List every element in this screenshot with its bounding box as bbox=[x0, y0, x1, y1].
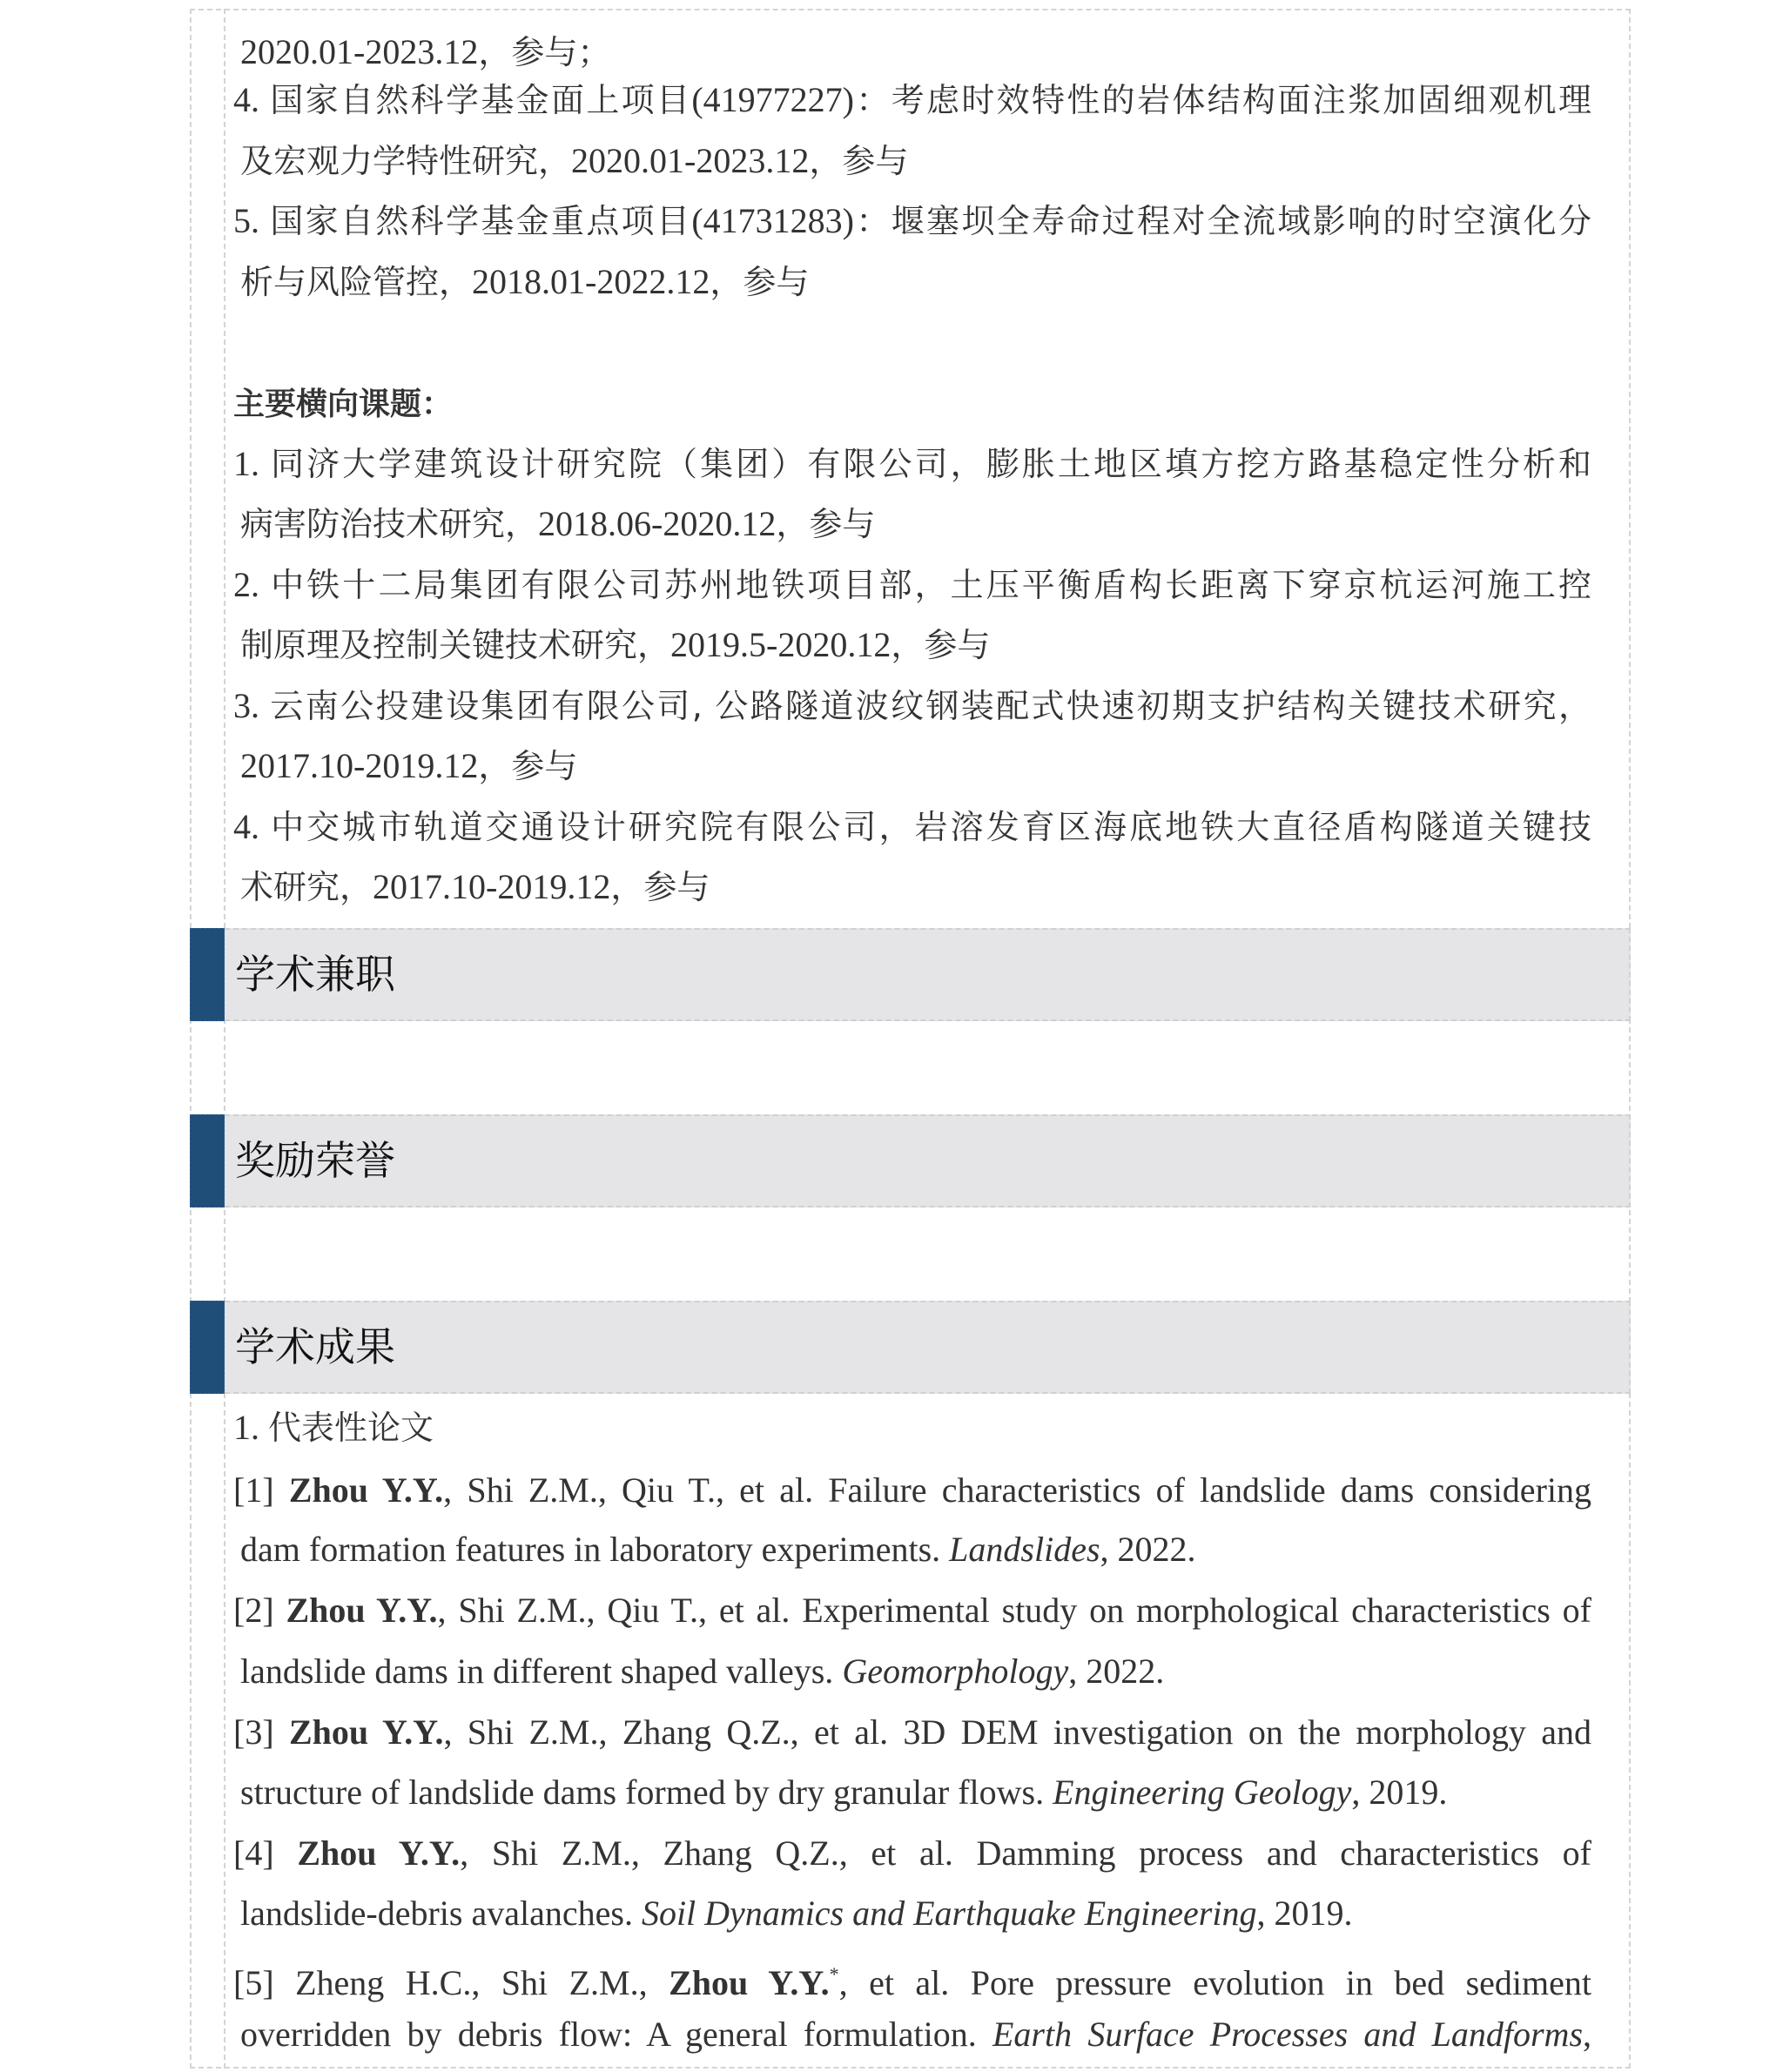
project-date: 2020.01-2023.12 bbox=[571, 141, 810, 180]
paper-author-highlight: Zhou Y.Y. bbox=[297, 1833, 461, 1873]
project-role: ，参与 bbox=[710, 263, 810, 301]
project-type: 国家自然科学基金重点项目 bbox=[270, 202, 692, 240]
paper-text: Zheng H.C., Shi Z.M., bbox=[295, 1963, 669, 2002]
project-role: ，参与 bbox=[478, 747, 578, 785]
project-role: 参与； bbox=[511, 33, 611, 71]
project-title: ：考虑时效特性的岩体结构面注浆加固细观机理 bbox=[853, 81, 1591, 119]
section-title: 学术兼职 bbox=[235, 951, 395, 998]
paper-text: , et al. Pore pressure evolution in bed sediment bbox=[838, 1963, 1591, 2002]
project-date: 2017.10-2019.12 bbox=[240, 746, 479, 785]
paper-5-line2 bbox=[240, 2004, 1591, 2065]
paper-1-line1 bbox=[233, 1460, 1591, 1521]
subheading-text: 主要横向课题： bbox=[233, 387, 454, 422]
section-accent-bar bbox=[190, 928, 225, 1021]
horizontal-item-2-line1 bbox=[233, 555, 1591, 616]
project-date: 2018.01-2022.12 bbox=[472, 262, 710, 301]
content-frame-divider bbox=[224, 9, 225, 2069]
paper-4-line1 bbox=[233, 1823, 1591, 1884]
paper-label: [5] bbox=[233, 1963, 274, 2002]
item-number: 4. bbox=[233, 807, 259, 846]
project-code: (41977227) bbox=[691, 80, 854, 119]
section-accent-bar bbox=[190, 1114, 225, 1208]
item-number: 5. bbox=[233, 201, 259, 240]
project-type: 国家自然科学基金面上项目 bbox=[270, 81, 692, 119]
project-code: (41731283) bbox=[691, 201, 854, 240]
item-number: 1. bbox=[233, 1408, 259, 1447]
paper-3-line1 bbox=[233, 1702, 1591, 1763]
subheading-text: 代表性论文 bbox=[268, 1409, 434, 1447]
section-header-academic-positions bbox=[190, 928, 1631, 1021]
paper-text: structure of landslide dams formed by dry granular flows. bbox=[240, 1773, 1053, 1812]
horizontal-item-3-line2 bbox=[240, 736, 1591, 797]
project-item-4-line1 bbox=[233, 70, 1591, 131]
paper-text: , Shi Z.M., Zhang Q.Z., et al. Damming process and characteristics of bbox=[460, 1833, 1591, 1873]
project-date: 2019.5-2020.12 bbox=[670, 625, 892, 664]
project-title: 中铁十二局集团有限公司苏州地铁项目部，土压平衡盾构长距离下穿京杭运河施工控 bbox=[271, 566, 1591, 604]
paper-text: , Shi Z.M., Qiu T., et al. Failure characteristics of landslide dams considering bbox=[443, 1470, 1591, 1510]
section-header-awards bbox=[190, 1114, 1631, 1208]
corresponding-author-mark: * bbox=[829, 1963, 839, 1985]
project-date: 2020.01-2023.12 bbox=[240, 32, 479, 71]
paper-5-line1 bbox=[233, 1944, 1591, 2005]
project-role: ，参与 bbox=[776, 505, 876, 543]
paper-label: [4] bbox=[233, 1833, 274, 1873]
paper-label: [1] bbox=[233, 1470, 274, 1510]
paper-journal: Engineering Geology bbox=[1053, 1773, 1352, 1812]
section-header-achievements bbox=[190, 1301, 1631, 1394]
paper-year: , 2019. bbox=[1351, 1773, 1448, 1812]
project-title: 中交城市轨道交通设计研究院有限公司，岩溶发育区海底地铁大直径盾构隧道关键技 bbox=[271, 808, 1591, 846]
project-item-4-line2 bbox=[240, 131, 1591, 192]
item-number: 4. bbox=[233, 80, 259, 119]
paper-journal: Geomorphology bbox=[842, 1652, 1069, 1691]
project-role: ，参与 bbox=[891, 626, 991, 664]
project-item-5-line2 bbox=[240, 252, 1591, 313]
project-date: 2018.06-2020.12 bbox=[538, 504, 777, 543]
paper-label: [2] bbox=[233, 1591, 274, 1630]
project-title-cont: 病害防治技术研究， bbox=[240, 505, 539, 543]
papers-subheading bbox=[233, 1397, 1591, 1458]
paper-label: [3] bbox=[233, 1712, 274, 1752]
paper-text: dam formation features in laboratory experiments. bbox=[240, 1530, 950, 1569]
item-number: 3. bbox=[233, 686, 259, 725]
separator: ， bbox=[478, 33, 512, 71]
item-number: 2. bbox=[233, 565, 259, 604]
paper-text: , Shi Z.M., Qiu T., et al. Experimental study on morphological characteristics of bbox=[437, 1591, 1591, 1630]
project-title-cont: 制原理及控制关键技术研究， bbox=[240, 626, 671, 664]
project-item-5-line1 bbox=[233, 191, 1591, 252]
horizontal-item-1-line2 bbox=[240, 494, 1591, 555]
paper-author-highlight: Zhou Y.Y. bbox=[669, 1963, 830, 2002]
paper-text: , Shi Z.M., Zhang Q.Z., et al. 3D DEM investigation on the morphology and bbox=[443, 1712, 1591, 1752]
paper-journal: Soil Dynamics and Earthquake Engineering bbox=[641, 1894, 1257, 1933]
item-number: 1. bbox=[233, 444, 259, 483]
section-title: 学术成果 bbox=[235, 1323, 395, 1370]
paper-author-highlight: Zhou Y.Y. bbox=[286, 1591, 438, 1630]
section-accent-bar bbox=[190, 1301, 225, 1394]
paper-2-line1 bbox=[233, 1580, 1591, 1641]
paper-author-highlight: Zhou Y.Y. bbox=[288, 1470, 444, 1510]
paper-journal: Landslides bbox=[949, 1530, 1100, 1569]
paper-year: , 2019. bbox=[1256, 1894, 1353, 1933]
paper-text: landslide-debris avalanches. bbox=[240, 1894, 642, 1933]
section-title: 奖励荣誉 bbox=[235, 1137, 395, 1184]
paper-year: , 2022. bbox=[1068, 1652, 1165, 1691]
project-role: ，参与 bbox=[809, 142, 909, 180]
project-title-cont: 析与风险管控， bbox=[240, 263, 473, 301]
paper-4-line2 bbox=[240, 1883, 1591, 1944]
paper-text: overridden by debris flow: A general formulation. bbox=[240, 2015, 992, 2054]
horizontal-item-1-line1 bbox=[233, 434, 1591, 494]
horizontal-item-2-line2 bbox=[240, 615, 1591, 676]
project-title: ：堰塞坝全寿命过程对全流域影响的时空演化分 bbox=[853, 202, 1591, 240]
horizontal-item-3-line1 bbox=[233, 676, 1591, 737]
paper-3-line2 bbox=[240, 1762, 1591, 1823]
project-title: 云南公投建设集团有限公司, 公路隧道波纹钢装配式快速初期支护结构关键技术研究， bbox=[270, 687, 1591, 725]
project-title: 同济大学建筑设计研究院（集团）有限公司，膨胀土地区填方挖方路基稳定性分析和 bbox=[271, 445, 1591, 483]
paper-journal: Earth Surface Processes and Landforms bbox=[992, 2015, 1584, 2054]
project-title-cont: 术研究， bbox=[240, 868, 373, 906]
horizontal-item-4-line1 bbox=[233, 797, 1591, 858]
horizontal-projects-heading bbox=[233, 373, 1591, 434]
paper-text: landslide dams in different shaped valleys. bbox=[240, 1652, 843, 1691]
paper-author-highlight: Zhou Y.Y. bbox=[288, 1712, 444, 1752]
project-title-cont: 及宏观力学特性研究， bbox=[240, 142, 572, 180]
project-role: ，参与 bbox=[610, 868, 710, 906]
paper-2-line2 bbox=[240, 1641, 1591, 1702]
paper-year: , bbox=[1583, 2015, 1591, 2054]
horizontal-item-4-line2 bbox=[240, 857, 1591, 918]
paper-year: , 2022. bbox=[1100, 1530, 1196, 1569]
paper-1-line2 bbox=[240, 1519, 1591, 1580]
project-date: 2017.10-2019.12 bbox=[373, 867, 611, 906]
